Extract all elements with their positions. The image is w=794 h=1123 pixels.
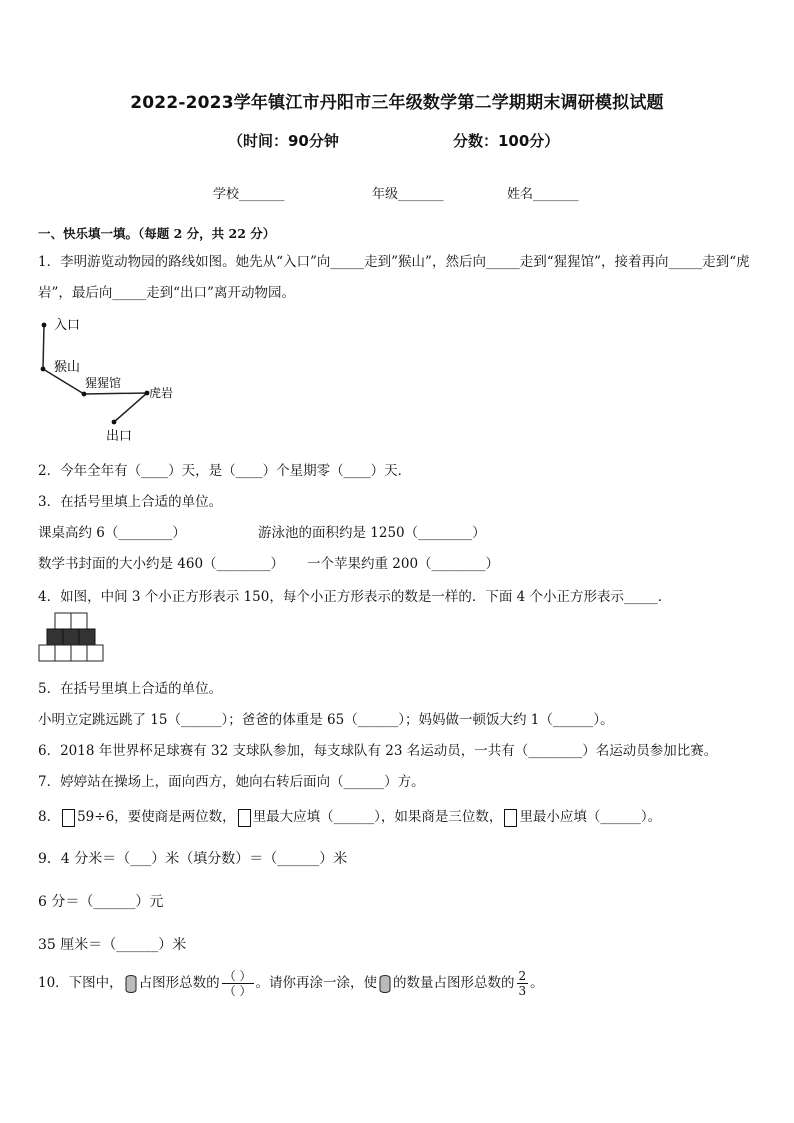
q8 — [38, 805, 661, 827]
map-label-tiger-rock: 虎岩 — [149, 386, 174, 400]
q3-d: 一个苹果约重 200（________） — [307, 556, 500, 572]
q3-a: 课桌高约 6（________） — [38, 525, 186, 541]
q9-c: 35 厘米＝（______）米 — [38, 937, 187, 953]
q8-part2: 里最大应填（______），如果商是三位数， — [252, 809, 503, 825]
q4: 4．如图，中间 3 个小正方形表示 150，每个小正方形表示的数是一样的．下面 4 个小正方形表示_____． — [38, 589, 672, 605]
q1-line1: 1．李明游览动物园的路线如图。她先从“入口”向_____走到”猴山”，然后向_____走到“猩猩馆”，接着再向_____走到“虎 — [38, 254, 750, 270]
q2: 2．今年全年有（____）天，是（____）个星期零（____）天． — [38, 463, 412, 479]
blank-box-icon — [504, 809, 517, 827]
q6: 6．2018 年世界杯足球赛有 32 支球队参加，每支球队有 23 名运动员，一共有（________）名运动员参加比赛。 — [38, 743, 718, 759]
q3-b: 游泳池的面积约是 1250（________） — [258, 525, 486, 541]
name-field: 姓名_______ — [507, 187, 579, 202]
q8-part1: 59÷6，要使商是两位数， — [77, 809, 236, 825]
school-field: 学校_______ — [213, 187, 285, 202]
q9-a: 9．4 分米＝（___）米（填分数）＝（______）米 — [38, 851, 348, 867]
page-title: 2022-2023学年镇江市丹阳市三年级数学第二学期期末调研模拟试题 — [130, 93, 664, 113]
q3-stem: 3．在括号里填上合适的单位。 — [38, 494, 223, 510]
blank-box-icon — [238, 809, 251, 827]
blank-box-icon — [62, 809, 75, 827]
blank-fraction: $\frac{( )}{( )}$ — [223, 969, 252, 998]
q10-end: 。 — [530, 975, 544, 991]
two-thirds-fraction: $\frac{2}{3}$ — [518, 969, 527, 998]
map-label-exit: 出口 — [106, 429, 133, 444]
q8-part3: 里最小应填（______）。 — [519, 809, 662, 825]
q10-part3: 的数量占图形总数的 — [393, 975, 515, 991]
q10-part2: 。请你再涂一涂，使 — [255, 975, 378, 991]
q10-prefix: 10．下图中， — [38, 975, 123, 991]
q1-line2: 岩”，最后向_____走到“出口”离开动物园。 — [38, 285, 295, 301]
zoo-route-map — [30, 310, 220, 450]
map-label-monkey-hill: 猴山 — [54, 360, 81, 375]
square-pyramid-figure — [38, 611, 104, 665]
q10 — [38, 966, 544, 1000]
map-label-entrance: 入口 — [54, 318, 81, 333]
exam-score: 分数：100分） — [453, 132, 560, 150]
q10-part1: 占图形总数的 — [138, 975, 220, 991]
q5-stem: 5．在括号里填上合适的单位。 — [38, 681, 223, 697]
q8-prefix: 8． — [38, 809, 61, 825]
exam-time: （时间：90分钟 — [228, 132, 339, 150]
cylinder-icon — [379, 974, 391, 994]
q5-line: 小明立定跳远跳了 15（______）；爸爸的体重是 65（______）；妈妈做一顿饭大约 1（______）。 — [38, 712, 614, 728]
cylinder-icon — [125, 974, 137, 994]
section-title: 一、快乐填一填。（每题 2 分，共 22 分） — [38, 226, 276, 241]
q7: 7．婷婷站在操场上，面向西方，她向右转后面向（______）方。 — [38, 774, 425, 790]
grade-field: 年级_______ — [372, 187, 444, 202]
q3-c: 数学书封面的大小约是 460（________） — [38, 556, 285, 572]
q9-b: 6 分＝（______）元 — [38, 894, 164, 910]
map-label-gorilla-hall: 猩猩馆 — [85, 376, 122, 390]
